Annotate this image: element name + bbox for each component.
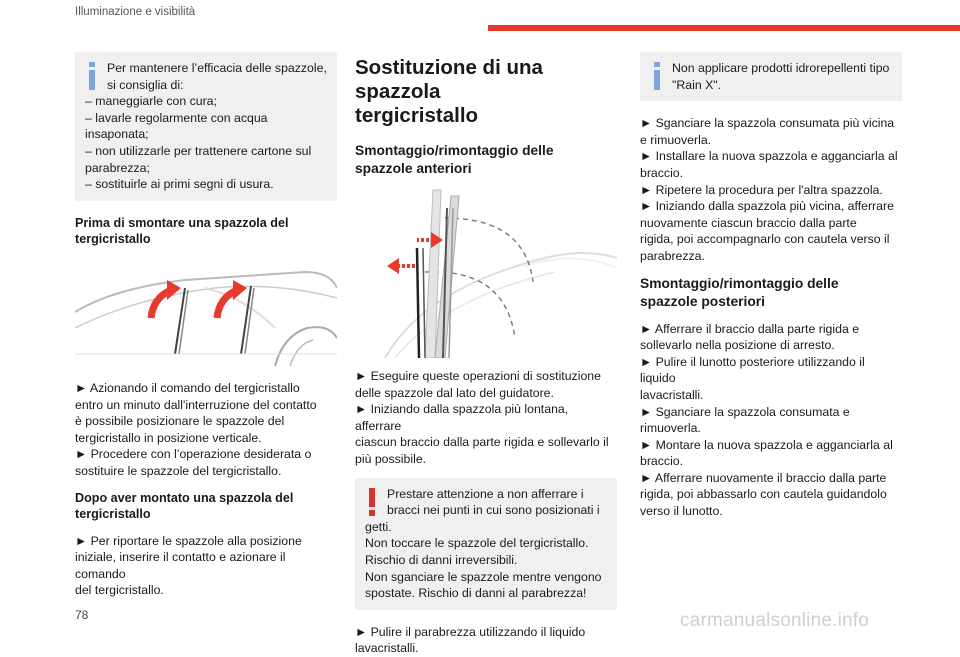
step-line: ► Sganciare la spazzola consumata più vicina: [640, 116, 895, 131]
step-line: ► Iniziando dalla spazzola più lontana, afferrare: [355, 402, 569, 433]
step-line: ► Procedere con l’operazione desiderata o: [75, 447, 312, 462]
step-line: parabrezza.: [640, 248, 705, 263]
column-3: [640, 52, 902, 520]
info-line: "Rain X".: [672, 77, 722, 92]
info-icon: [85, 62, 99, 90]
subsection-front-wipers: Smontaggio/rimontaggio delle spazzole anteriori: [355, 143, 554, 176]
warning-line: Rischio di danni irreversibili.: [365, 552, 518, 567]
step-line: sostituire le spazzole del tergicristallo.: [75, 463, 282, 478]
step-line: lavacristalli.: [640, 387, 704, 402]
warning-line: bracci nei punti in cui sono posizionati i: [387, 503, 600, 518]
step-line: ► Afferrare nuovamente il braccio dalla parte: [640, 470, 887, 485]
step-line: delle spazzole dal lato del guidatore.: [355, 385, 554, 400]
step-line: ► Sganciare la spazzola consumata e: [640, 404, 850, 419]
step-line: rigida, poi accompagnarlo con cautela verso il: [640, 232, 890, 247]
step-line: ► Afferrare il braccio dalla parte rigida e: [640, 321, 860, 336]
step-line: entro un minuto dall'interruzione del contatto: [75, 397, 317, 412]
header-accent-bar: [488, 25, 960, 31]
step-line: ► Ripetere la procedura per l'altra spazzola.: [640, 182, 883, 197]
step-line: ► Installare la nuova spazzola e agganciarla al: [640, 149, 898, 164]
info-line: si consiglia di:: [107, 77, 184, 92]
warning-line: Non sganciare le spazzole mentre vengono: [365, 569, 602, 584]
info-box: [75, 52, 337, 201]
warning-line: spostate. Rischio di danni al parabrezza!: [365, 586, 587, 601]
step-line: tergicristallo in posizione verticale.: [75, 430, 262, 445]
step-line: verso il lunotto.: [640, 504, 723, 519]
step-line: è possibile posizionare le spazzole del: [75, 414, 285, 429]
section-header: Illuminazione e visibilità: [75, 6, 196, 18]
step-line: ► Pulire il parabrezza utilizzando il liquido: [355, 624, 586, 639]
step-line: rigida, poi abbassarlo con cautela guidandolo: [640, 487, 887, 502]
step-line: del tergicristallo.: [75, 583, 164, 598]
info-box: [640, 52, 902, 101]
info-line: – lavarle regolarmente con acqua: [85, 110, 268, 125]
step-line: e rimuoverla.: [640, 132, 712, 147]
heading-before-removal: Prima di smontare una spazzola del tergicristallo: [75, 215, 289, 247]
step-line: sollevarlo nella posizione di arresto.: [640, 338, 835, 353]
info-line: insaponata;: [85, 127, 149, 142]
step-line: ► Montare la nuova spazzola e agganciarla al: [640, 437, 893, 452]
wiper-vertical-illustration: [75, 258, 337, 370]
info-icon: [650, 62, 664, 90]
info-line: – sostituirle ai primi segni di usura.: [85, 177, 274, 192]
warning-box: [355, 478, 617, 610]
step-line: ► Azionando il comando del tergicristallo: [75, 380, 300, 395]
step-line: ciascun braccio dalla parte rigida e sollevarlo il: [355, 435, 609, 450]
step-line: ► Per riportare le spazzole alla posizione: [75, 533, 302, 548]
section-title: Sostituzione di una spazzola tergicristallo: [355, 56, 543, 127]
front-wiper-illustration: [355, 188, 617, 358]
step-line: lavacristalli.: [355, 641, 419, 656]
warning-icon: [365, 488, 379, 516]
warning-line: Prestare attenzione a non afferrare i: [387, 486, 584, 501]
info-line: Non applicare prodotti idrorepellenti tipo: [672, 61, 890, 75]
info-line: – non utilizzarle per trattenere cartone sul: [85, 143, 312, 158]
step-line: ► Iniziando dalla spazzola più vicina, afferrare: [640, 199, 894, 214]
info-line: Per mantenere l’efficacia delle spazzole,: [107, 61, 327, 75]
watermark: carmanualsonline.info: [680, 610, 870, 631]
step-line: iniziale, inserire il contatto e azionare il comando: [75, 550, 286, 581]
info-line: parabrezza;: [85, 160, 150, 175]
info-line: – maneggiarle con cura;: [85, 94, 217, 109]
warning-line: getti.: [365, 519, 392, 534]
page-number: 78: [75, 608, 89, 622]
step-line: rimuoverla.: [640, 421, 701, 436]
step-line: ► Eseguire queste operazioni di sostituzione: [355, 369, 601, 383]
warning-line: Non toccare le spazzole del tergicristallo.: [365, 536, 589, 551]
step-line: braccio.: [640, 454, 684, 469]
column-2: [355, 52, 617, 657]
step-line: braccio.: [640, 165, 684, 180]
step-line: più possibile.: [355, 451, 427, 466]
step-line: nuovamente ciascun braccio dalla parte: [640, 215, 857, 230]
column-1: [75, 52, 337, 599]
heading-after-mounting: Dopo aver montato una spazzola del tergicristallo: [75, 490, 294, 522]
step-line: ► Pulire il lunotto posteriore utilizzando il liquido: [640, 354, 865, 386]
subsection-rear-wipers: Smontaggio/rimontaggio delle spazzole posteriori: [640, 275, 839, 309]
